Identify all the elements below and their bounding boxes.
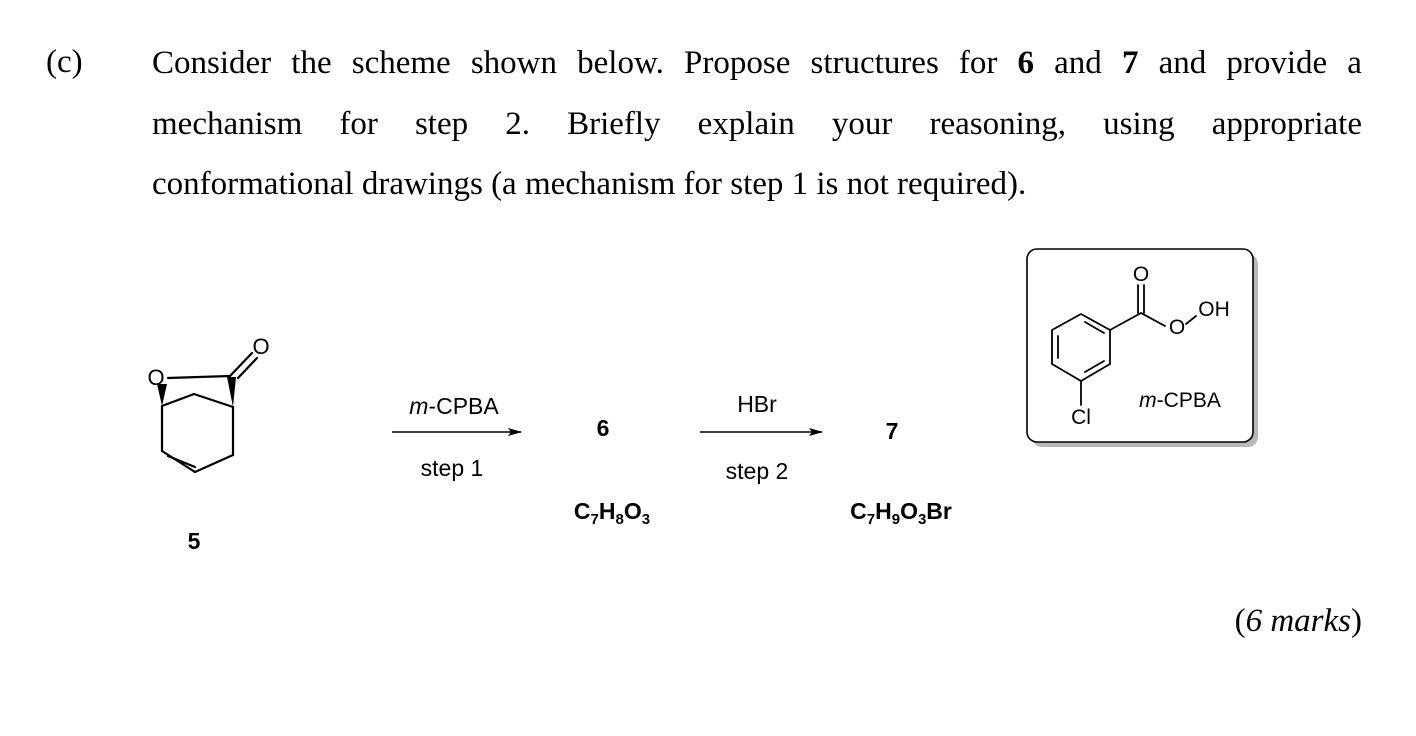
compound-7-label: 7 — [885, 418, 899, 444]
marks-word: marks — [1270, 603, 1351, 639]
word: reasoning, — [929, 106, 1067, 142]
mcpba-atom-o-carbonyl: O — [1132, 263, 1150, 286]
word: your — [831, 106, 893, 142]
word: mechanism — [152, 106, 303, 142]
mcpba-name: m-CPBA — [1139, 389, 1221, 412]
word: Propose — [684, 45, 791, 81]
word: a — [1347, 45, 1362, 81]
step2-label: step 2 — [725, 458, 789, 484]
word: scheme — [351, 45, 451, 81]
marks-text — [1246, 603, 1351, 639]
word: Consider — [152, 45, 272, 81]
compound-ref-7: 7 — [1121, 45, 1139, 81]
question-line-3: conformational drawings (a mechanism for step 1 is not required). — [152, 166, 1027, 202]
word: and — [1158, 45, 1207, 81]
mcpba-atom-cl: Cl — [1071, 406, 1091, 429]
wedge-bond — [227, 377, 236, 407]
word: provide — [1226, 45, 1328, 81]
marks-allocation: (6 marks) — [1234, 603, 1362, 639]
step2-reagent: HBr — [737, 391, 777, 417]
word: below. — [577, 45, 664, 81]
compound-5-structure — [162, 353, 257, 472]
word: appropriate — [1211, 106, 1362, 142]
atom-o-carbonyl: O — [252, 334, 270, 359]
compound-7-formula: $C_7H_9O_3Br$ — [850, 498, 952, 528]
step1-reagent: m-CPBA — [409, 393, 499, 419]
word: explain — [697, 106, 795, 142]
mcpba-atom-oh: OH — [1198, 298, 1230, 321]
word: step — [414, 106, 469, 142]
step1-label: step 1 — [420, 455, 484, 481]
word: shown — [470, 45, 558, 81]
word: the — [291, 45, 332, 81]
question-label: (c) — [46, 44, 83, 80]
compound-5-label: 5 — [187, 528, 201, 554]
mcpba-atom-o-peroxy: O — [1168, 316, 1186, 339]
word: 2. — [505, 106, 530, 142]
word: for — [958, 45, 998, 81]
word: using — [1103, 106, 1175, 142]
word: Briefly — [567, 106, 661, 142]
word: and — [1054, 45, 1102, 81]
marks-number: 6 — [1245, 603, 1263, 639]
compound-ref-6: 6 — [1017, 45, 1035, 81]
compound-6-formula: $C_7H_8O_3$ — [573, 498, 651, 528]
word: structures — [810, 45, 939, 81]
compound-6-label: 6 — [596, 415, 610, 441]
reagent-box — [1027, 249, 1258, 447]
atom-o-ring: O — [147, 365, 165, 390]
word: for — [339, 106, 378, 142]
